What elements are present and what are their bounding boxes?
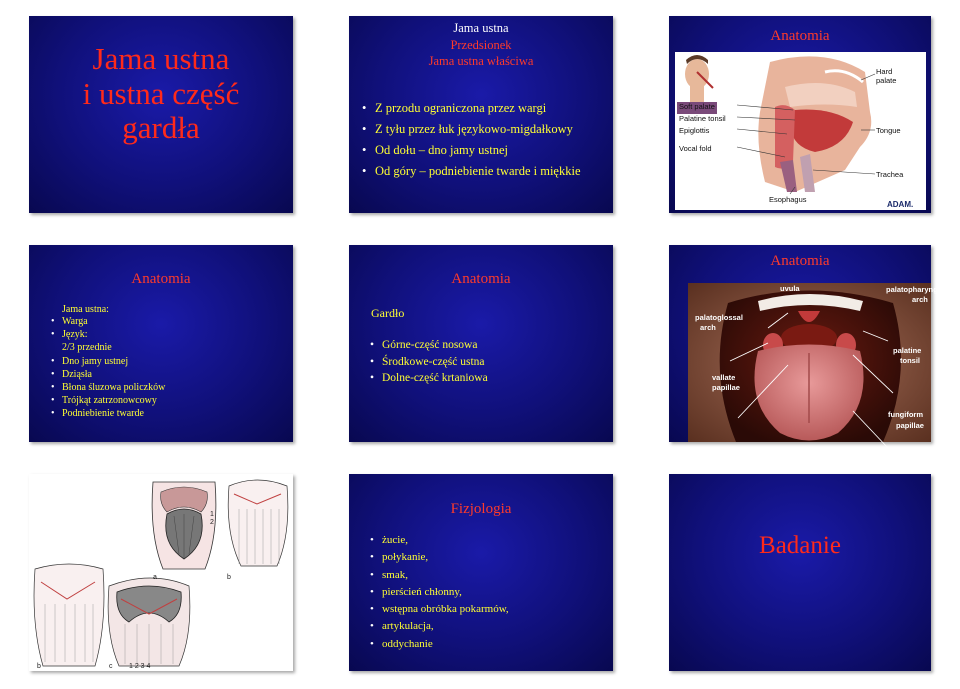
tongue-drawing-c	[108, 578, 190, 666]
label-fungiform-papillae: papillae	[896, 421, 924, 430]
bullet-list	[382, 337, 488, 387]
adam-logo: ADAM.	[887, 200, 914, 209]
bullet-list	[375, 98, 581, 182]
anatomy-sagittal-image	[675, 52, 926, 210]
bullet-list	[382, 532, 509, 653]
label-palatopharyngeal-arch: palatopharyngeal	[886, 285, 949, 294]
list-item: • pierścień chłonny,	[382, 584, 509, 601]
slide-title: Anatomia	[770, 28, 830, 44]
slide-fizjologia[interactable]	[349, 474, 613, 671]
label-c: c	[109, 663, 113, 670]
slide-subheader: Przedsionek	[450, 38, 512, 52]
slide-lead-text: Gardło	[371, 306, 405, 320]
tongue-taste-diagrams	[29, 474, 293, 671]
list-item: • Podniebienie twarde	[62, 407, 165, 420]
label-tongue: Tongue	[876, 126, 901, 135]
label-palatopharyngeal-arch: arch	[912, 295, 928, 304]
slide-title: Anatomia	[770, 253, 830, 269]
slide-tongue-drawings[interactable]	[29, 474, 293, 671]
slide-main-title	[29, 42, 293, 146]
label-palatine-tonsil: palatine	[893, 346, 922, 355]
list-item: • Język:	[62, 328, 165, 341]
list-item: • Górne-część nosowa	[382, 337, 488, 354]
label-a: a	[153, 574, 157, 581]
list-item: • żucie,	[382, 532, 509, 549]
label-palatoglossal-arch: arch	[700, 323, 716, 332]
slide-header: Jama ustna	[453, 21, 509, 35]
slide-subheader: Jama ustna właściwa	[428, 54, 534, 68]
label-palatine-tonsil: tonsil	[900, 356, 920, 365]
slide-anatomia-gardlo[interactable]	[349, 245, 613, 442]
list-item: • Dolne-część krtaniowa	[382, 370, 488, 387]
label-vocal-fold: Vocal fold	[679, 144, 712, 153]
title-line-3: gardła	[122, 110, 200, 146]
label-esophagus: Esophagus	[769, 195, 807, 204]
label-epiglottis: Epiglottis	[679, 126, 710, 135]
slide-jama-ustna-przedsionek[interactable]	[349, 16, 613, 213]
list-item: • Trójkąt zatrzonowcowy	[62, 394, 165, 407]
list-item: • Z tyłu przez łuk językowo-migdałkowy	[375, 119, 581, 140]
slide-title: Anatomia	[451, 271, 511, 287]
label-fungiform-papillae: fungiform	[888, 410, 923, 419]
slide-main-title: Badanie	[759, 532, 841, 559]
list-item: • Dziąsła	[62, 368, 165, 381]
list-item: • wstępna obróbka pokarmów,	[382, 601, 509, 618]
list-item: • Dno jamy ustnej	[62, 355, 165, 368]
sagittal-illustration	[675, 52, 926, 210]
list-item: • artykulacja,	[382, 618, 509, 635]
label-1: 1	[210, 511, 214, 518]
title-line-2: i ustna część	[82, 75, 240, 111]
sagittal-section	[758, 56, 871, 192]
label-2: 2	[210, 519, 214, 526]
slide-anatomia-jama-ustna[interactable]	[29, 245, 293, 442]
list-item: • Od dołu – dno jamy ustnej	[375, 140, 581, 161]
list-item: • smak,	[382, 567, 509, 584]
slide-title-jama-ustna[interactable]	[29, 16, 293, 213]
label-vallate-papillae: vallate	[712, 373, 736, 382]
label-vallate-papillae: papillae	[712, 383, 740, 392]
slide-lead-text: Jama ustna:	[62, 304, 109, 315]
label-b: b	[37, 663, 41, 670]
label-uvula: uvula	[780, 284, 800, 293]
label-hard-palate: palate	[876, 76, 897, 85]
slide-badanie[interactable]	[669, 474, 931, 671]
list-item: • Błona śluzowa policzków	[62, 381, 165, 394]
title-line-1: Jama ustna	[92, 41, 230, 76]
list-item: • oddychanie	[382, 636, 509, 653]
oral-cavity-photo	[688, 283, 949, 442]
list-item: • Z przodu ograniczona przez wargi	[375, 98, 581, 119]
label-palatoglossal-arch: palatoglossal	[695, 313, 743, 322]
list-item: • połykanie,	[382, 549, 509, 566]
tongue-drawing-b-bottom	[34, 564, 104, 666]
list-item: • Środkowe-część ustna	[382, 354, 488, 371]
list-subitem: 2/3 przednie	[62, 342, 112, 354]
slide-title: Anatomia	[131, 271, 191, 287]
slide-anatomia-mouth-photo[interactable]	[669, 245, 949, 442]
label-scale: 1 2 3 4	[129, 663, 151, 670]
mouth-drawing-a	[152, 482, 216, 569]
tongue-drawing-b-top	[219, 480, 293, 574]
label-soft-palate: Soft palate	[679, 102, 715, 111]
bullet-list	[62, 315, 165, 421]
label-trachea: Trachea	[876, 170, 904, 179]
label-hard-palate: Hard	[876, 67, 893, 76]
oral-cavity-illustration	[688, 283, 949, 442]
label-b: b	[227, 574, 231, 581]
slide-anatomia-diagram[interactable]	[669, 16, 931, 213]
list-item: • Warga	[62, 315, 165, 328]
label-palatine-tonsil: Palatine tonsil	[679, 114, 726, 123]
slide-title: Fizjologia	[450, 501, 512, 517]
list-item: • Od góry – podniebienie twarde i miękkie	[375, 161, 581, 182]
